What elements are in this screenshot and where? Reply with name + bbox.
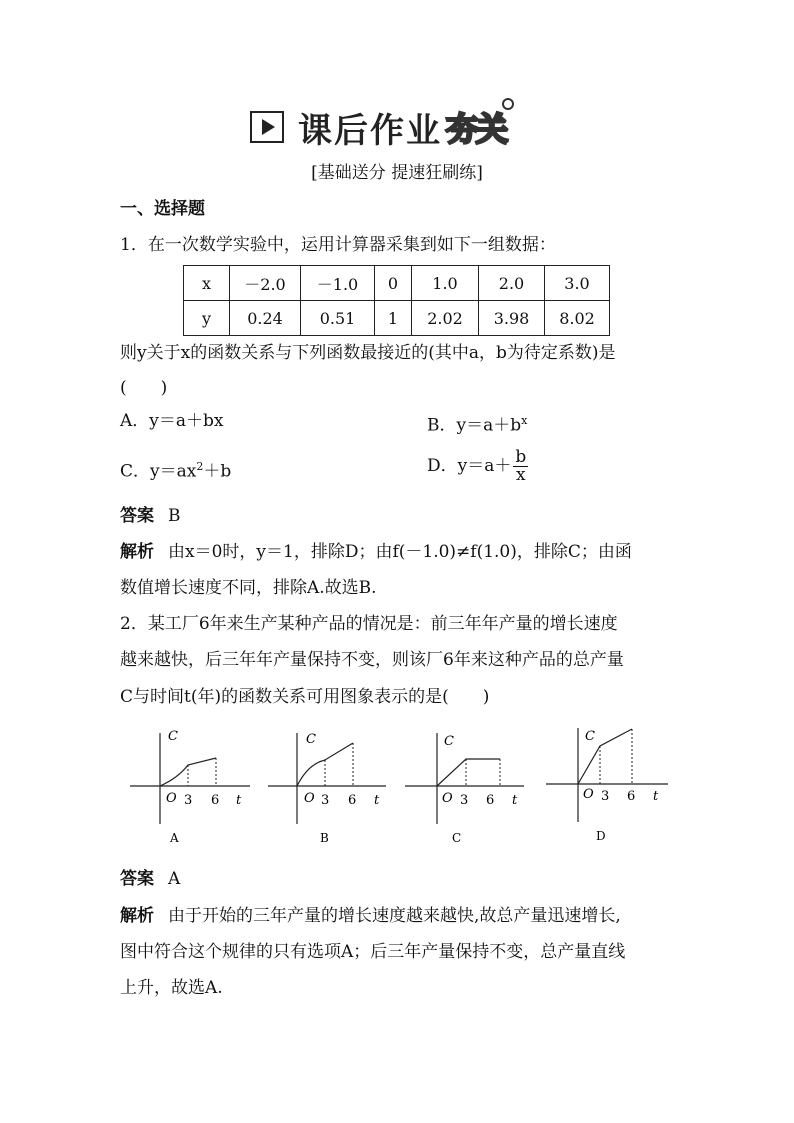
q2-answer: 答案 A	[120, 869, 181, 889]
section-title: 一、选择题	[120, 199, 205, 219]
table-row-y	[184, 301, 610, 336]
table-cell: y	[184, 301, 230, 336]
table-cell: 2.02	[412, 301, 479, 336]
q1-option-c: C．$y=ax^2+b$	[120, 460, 232, 482]
table-cell: 2.0	[479, 266, 545, 301]
tick-label: 3	[321, 793, 330, 808]
q1-data-table	[183, 265, 610, 336]
axis-label-c: C	[306, 732, 316, 747]
header-banner	[250, 104, 506, 150]
q1-option-b: B．$y=a+b^x$	[427, 414, 528, 436]
table-cell: 0	[375, 266, 412, 301]
tick-label: 3	[460, 793, 469, 808]
q1-analysis-cont: 数值增长速度不同，排除A.故选B.	[120, 578, 377, 598]
table-cell: x	[184, 266, 230, 301]
axis-label-c: C	[444, 734, 454, 749]
table-cell: －1.0	[301, 266, 375, 301]
table-cell: 1.0	[412, 266, 479, 301]
axis-label-c: C	[168, 729, 178, 744]
q2-analysis-cont-1: 图中符合这个规律的只有选项A；后三年产量保持不变，总产量直线	[120, 942, 626, 962]
table-cell: 8.02	[545, 301, 610, 336]
tick-label: 6	[348, 793, 357, 808]
q2-analysis: 解析 由于开始的三年产量的增长速度越来越快,故总产量迅速增长,	[120, 906, 621, 926]
q2-graphs	[120, 718, 680, 853]
axis-label-t: t	[653, 789, 659, 804]
q1-stem: 1．在一次数学实验中，运用计算器采集到如下一组数据：	[120, 235, 556, 255]
table-cell: 0.51	[301, 301, 375, 336]
q1-answer: 答案 B	[120, 506, 181, 526]
table-cell: 0.24	[230, 301, 301, 336]
gear-icon	[502, 98, 514, 110]
header-logo: 夯关	[446, 104, 506, 150]
axis-label-t: t	[512, 793, 518, 808]
axis-label-t: t	[236, 793, 242, 808]
origin-label: O	[442, 791, 453, 806]
tick-label: 3	[601, 789, 610, 804]
table-cell: －2.0	[230, 266, 301, 301]
q1-option-a: A．y＝a＋bx	[120, 411, 224, 431]
fraction: $\frac{b}{x}$	[515, 447, 527, 485]
tick-label: 3	[184, 793, 193, 808]
table-cell: 3.0	[545, 266, 610, 301]
graph-b	[268, 732, 386, 845]
q2-stem-1: 2．某工厂6年来生产某种产品的情况是：前三年年产量的增长速度	[120, 614, 618, 634]
graph-d	[546, 728, 668, 843]
graph-caption: B	[320, 831, 329, 845]
q1-question: 则y关于x的函数关系与下列函数最接近的(其中a，b为待定系数)是	[120, 343, 616, 363]
q2-stem-3: C与时间t(年)的函数关系可用图象表示的是( )	[120, 687, 490, 707]
q1-analysis: 解析 由x＝0时，y＝1，排除D；由f(－1.0)≠f(1.0)，排除C；由函	[120, 542, 632, 562]
axis-label-c: C	[585, 729, 595, 744]
q2-analysis-cont-2: 上升，故选A.	[120, 978, 223, 998]
graph-caption: C	[452, 831, 462, 845]
q2-stem-2: 越来越快，后三年年产量保持不变，则该厂6年来这种产品的总产量	[120, 650, 624, 670]
graph-caption: A	[170, 831, 179, 845]
origin-label: O	[583, 787, 594, 802]
tick-label: 6	[486, 793, 495, 808]
graph-a	[130, 729, 250, 845]
graph-c	[405, 733, 524, 845]
subtitle: [基础送分 提速狂刷练]	[311, 163, 483, 183]
table-row-x	[184, 266, 610, 301]
tick-label: 6	[211, 793, 220, 808]
axis-label-t: t	[374, 793, 380, 808]
play-icon	[250, 111, 284, 143]
q1-option-d: D．y＝a＋ $\frac{b}{x}$	[427, 447, 527, 485]
q1-paren: ( )	[120, 378, 168, 398]
origin-label: O	[166, 791, 177, 806]
graph-caption: D	[596, 829, 606, 843]
origin-label: O	[304, 791, 315, 806]
header-title: 课后作业	[298, 110, 442, 151]
tick-label: 6	[627, 789, 636, 804]
table-cell: 1	[375, 301, 412, 336]
table-cell: 3.98	[479, 301, 545, 336]
